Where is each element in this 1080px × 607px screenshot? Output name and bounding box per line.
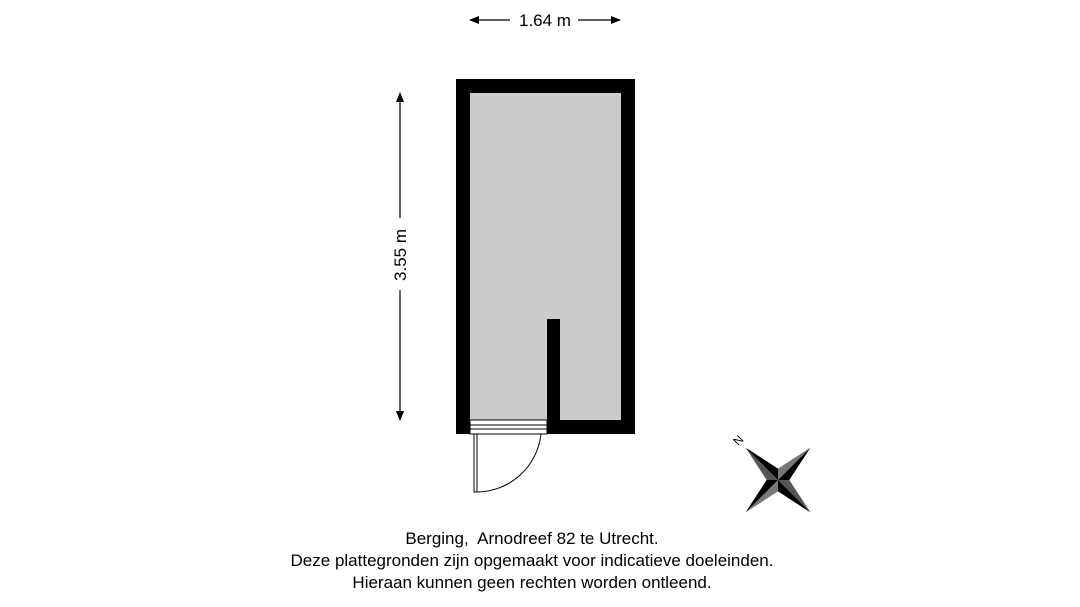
door	[470, 420, 547, 492]
wall-interior-stub	[547, 319, 560, 434]
caption-line-title: Berging, Arnodreef 82 te Utrecht.	[405, 529, 659, 548]
caption-line-disclaimer-2: Hieraan kunnen geen rechten worden ontleend.	[352, 573, 712, 592]
door-swing-arc	[477, 434, 541, 492]
compass-rose	[701, 403, 843, 545]
width-dimension-label: 1.64 m	[519, 11, 571, 30]
wall-top	[456, 79, 635, 93]
storage-room	[456, 79, 635, 434]
wall-bottom-right	[547, 420, 635, 434]
floorplan-caption	[0, 528, 1064, 594]
width-dimension	[470, 11, 620, 30]
compass-north-label: N	[730, 432, 747, 449]
wall-right	[621, 79, 635, 434]
door-leaf	[474, 434, 477, 492]
caption-line-disclaimer-1: Deze plattegronden zijn opgemaakt voor indicatieve doeleinden.	[290, 551, 774, 570]
room-floor	[470, 93, 621, 420]
height-dimension	[391, 93, 410, 420]
door-frame	[470, 420, 547, 434]
wall-left	[456, 79, 470, 434]
height-dimension-label: 3.55 m	[391, 229, 410, 281]
